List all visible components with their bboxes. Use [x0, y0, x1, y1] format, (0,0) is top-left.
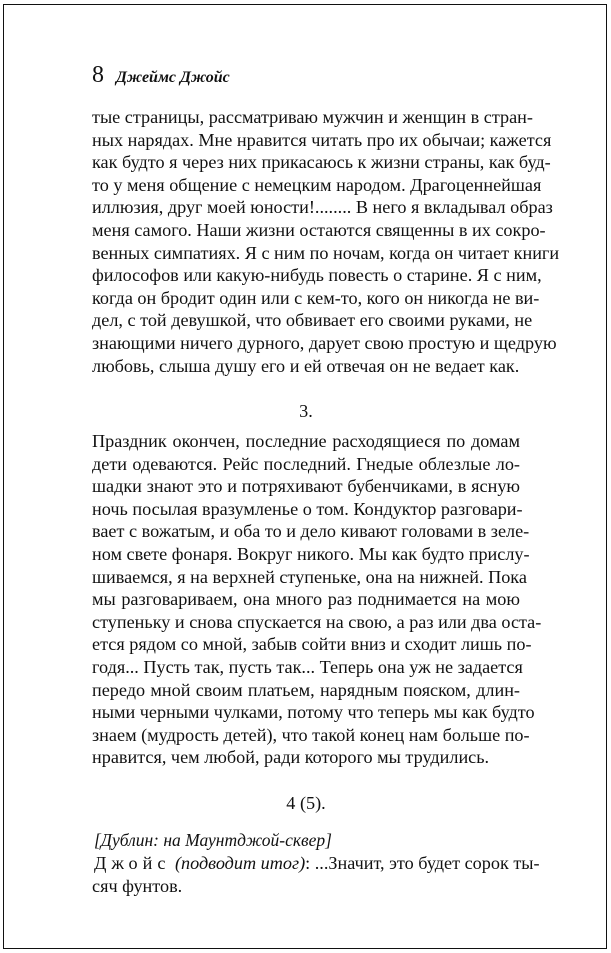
speaker-remark: (подводит итог)	[174, 853, 306, 873]
dialogue-line	[92, 852, 540, 875]
text-line: венных симпатиях. Я с ним по ночам, когда он читает книги	[92, 242, 560, 263]
text-line: мы разговариваем, она много раз поднимается на мою	[92, 589, 520, 610]
speech-text: : ...Значит, это будет сорок ты-	[305, 853, 540, 873]
running-title: Джеймс Джойс	[116, 69, 230, 86]
paragraph-section-3	[92, 430, 542, 769]
text-line: тые страницы, рассматриваю мужчин и женщин в стран-	[92, 107, 533, 127]
paragraph-section-2-continued	[92, 106, 560, 377]
speaker-name: Джойс	[94, 853, 171, 873]
text-line: шиваемся, я на верхней ступеньке, она на нижней. Пока	[92, 566, 527, 587]
text-line: философов или какую-нибудь повесть о старине. Я с ним,	[92, 265, 542, 286]
stage-direction: [Дублин: на Маунтджой-сквер]	[94, 830, 332, 850]
section-heading-3: 3.	[299, 401, 313, 421]
text-line: дел, с той девушкой, что обвивает его своими руками, не	[92, 310, 533, 331]
text-line: годя... Пусть так, пусть так... Теперь она уж не задается	[92, 656, 523, 677]
dialogue-section-4	[92, 852, 540, 897]
text-line: как будто я через них прикасаюсь к жизни страны, как буд-	[92, 152, 551, 173]
text-line: ном свете фонаря. Вокруг никого. Мы как будто прислу-	[92, 543, 530, 564]
text-line: ночь посылая вразумленье о том. Кондуктор разговари-	[92, 498, 523, 519]
text-line: меня самого. Наши жизни остаются священны в их сокро-	[92, 219, 546, 240]
text-line: ется рядом со мной, забыв сойти вниз и сходит лишь по-	[92, 634, 532, 655]
text-line: любовь, слыша душу его и ей отвечая он не ведает как.	[92, 355, 520, 376]
text-line: знающими ничего дурного, дарует свою простую и щедрую	[92, 332, 557, 353]
text-line: ных нарядах. Мне нравится читать про их обычаи; кажется	[92, 129, 552, 150]
text-line: ными черными чулками, потому что теперь мы как будто	[92, 702, 535, 723]
section-heading-4: 4 (5).	[286, 793, 326, 813]
text-line: когда он бродит один или с кем-то, кого он никогда не ви-	[92, 287, 540, 308]
text-line: то у меня общение с немецким народом. Драгоценнейшая	[92, 174, 542, 195]
text-line: нравится, чем любой, ради которого мы трудились.	[92, 747, 490, 768]
text-line: ступеньку и снова спускается на свою, а раз или два оста-	[92, 611, 542, 632]
page-number: 8	[92, 62, 104, 88]
text-line: вает с вожатым, и оба то и дело кивают головами в зеле-	[92, 521, 530, 542]
text-line: передо мной своим платьем, нарядным пояском, длин-	[92, 679, 520, 700]
text-line: дети одеваются. Рейс последний. Гнедые облезлые ло-	[92, 453, 520, 474]
text-line: Праздник окончен, последние расходящиеся по домам	[92, 431, 520, 451]
running-head	[92, 62, 230, 89]
text-line: знаем (мудрость детей), что такой конец нам больше по-	[92, 724, 530, 745]
dialogue-line: сяч фунтов.	[92, 875, 183, 896]
text-line: иллюзия, друг моей юности!........ В него я вкладывал образ	[92, 197, 553, 218]
text-line: шадки знают это и потряхивают бубенчиками, в ясную	[92, 476, 520, 497]
